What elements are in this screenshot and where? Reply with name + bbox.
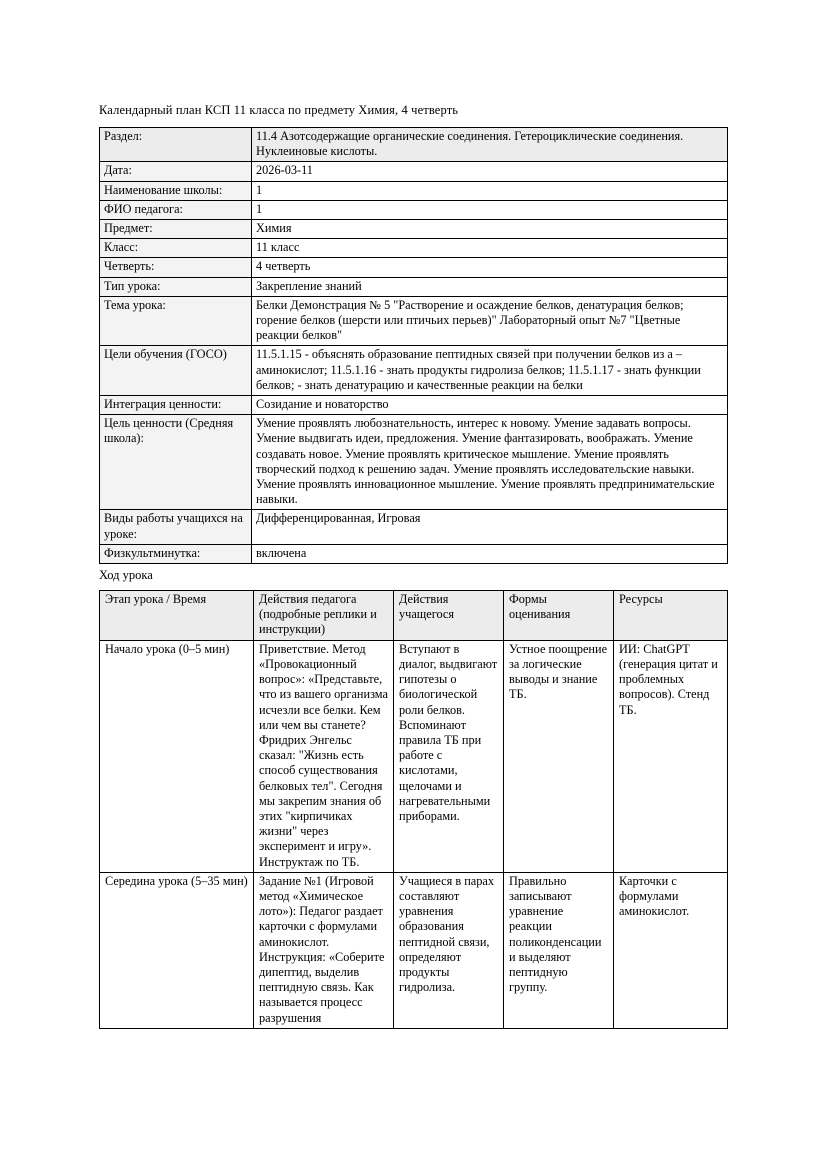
info-label-teacher: ФИО педагога:: [100, 200, 252, 219]
table-header-row: [100, 591, 728, 641]
flow-student-start: Вступают в диалог, выдвигают гипотезы о биологической роли белков. Вспоминают правила ТБ при работе с кислотами, щелочами и нагревательными приборами.: [394, 640, 504, 872]
info-value-grade: 11 класс: [252, 239, 728, 258]
info-value-lesson-type: Закрепление знаний: [252, 277, 728, 296]
info-value-teacher: 1: [252, 200, 728, 219]
table-row: [100, 128, 728, 162]
info-label-value-goal: Цель ценности (Средняя школа):: [100, 415, 252, 510]
flow-resources-start: ИИ: ChatGPT (генерация цитат и проблемных вопросов). Стенд ТБ.: [614, 640, 728, 872]
info-label-lesson-type: Тип урока:: [100, 277, 252, 296]
lesson-info-body: [100, 128, 728, 564]
table-row: [100, 162, 728, 181]
info-value-razdel: 11.4 Азотсодержащие органические соединения. Гетероциклические соединения. Нуклеиновые кислоты.: [252, 128, 728, 162]
table-row: [100, 510, 728, 544]
lesson-flow-table: [99, 590, 728, 1029]
info-label-subject: Предмет:: [100, 220, 252, 239]
info-value-data: 2026-03-11: [252, 162, 728, 181]
column-header-resources: Ресурсы: [614, 591, 728, 641]
table-row: [100, 544, 728, 563]
table-row: [100, 200, 728, 219]
info-value-work-types: Дифференцированная, Игровая: [252, 510, 728, 544]
flow-stage-start: Начало урока (0–5 мин): [100, 640, 254, 872]
table-row: [100, 640, 728, 872]
column-header-stage: Этап урока / Время: [100, 591, 254, 641]
info-value-quarter: 4 четверть: [252, 258, 728, 277]
info-label-work-types: Виды работы учащихся на уроке:: [100, 510, 252, 544]
info-label-school: Наименование школы:: [100, 181, 252, 200]
flow-student-middle: Учащиеся в парах составляют уравнения образования пептидной связи, определяют продукты гидролиза.: [394, 872, 504, 1028]
flow-teacher-start: Приветствие. Метод «Провокационный вопрос»: «Представьте, что из вашего организма исчезли все белки. Кем или чем вы станете? Фридрих Энгельс сказал: "Жизнь есть способ существования белковых тел". Сегодня мы закрепим знания об этих "кирпичиках жизни" через эксперимент и игру». Инструктаж по ТБ.: [254, 640, 394, 872]
info-value-school: 1: [252, 181, 728, 200]
info-label-lesson-topic: Тема урока:: [100, 296, 252, 346]
flow-resources-middle: Карточки с формулами аминокислот.: [614, 872, 728, 1028]
info-label-razdel: Раздел:: [100, 128, 252, 162]
info-value-lesson-topic: Белки Демонстрация № 5 "Растворение и осаждение белков, денатурация белков; горение белков (шерсти или птичьих перьев)" Лабораторный опыт №7 "Цветные реакции белков": [252, 296, 728, 346]
info-value-physical-minute: включена: [252, 544, 728, 563]
table-row: [100, 181, 728, 200]
table-row: [100, 220, 728, 239]
lesson-flow-body: [100, 640, 728, 1028]
info-value-value-goal: Умение проявлять любознательность, интерес к новому. Умение задавать вопросы. Умение выдвигать идеи, предложения. Умение фантазировать, воображать. Умение создавать новое. Умение проявлять критическое мышление. Умение проявлять творческий подход к решению задач. Умение проявлять исследовательские навыки. Умение проявлять инновационное мышление. Умение проявлять предпринимательские навыки.: [252, 415, 728, 510]
table-row: [100, 296, 728, 346]
flow-assessment-middle: Правильно записывают уравнение реакции поликонденсации и выделяют пептидную группу.: [504, 872, 614, 1028]
info-value-subject: Химия: [252, 220, 728, 239]
table-row: [100, 872, 728, 1028]
flow-teacher-middle: Задание №1 (Игровой метод «Химическое лото»): Педагог раздает карточки с формулами аминокислот. Инструкция: «Соберите дипептид, выделив пептидную связь. Как называется процесс разрушения: [254, 872, 394, 1028]
info-label-physical-minute: Физкультминутка:: [100, 544, 252, 563]
lesson-flow-header: [100, 591, 728, 641]
table-row: [100, 415, 728, 510]
table-row: [100, 239, 728, 258]
info-label-objectives: Цели обучения (ГОСО): [100, 346, 252, 396]
lesson-info-table: [99, 127, 728, 564]
info-value-value-integration: Созидание и новаторство: [252, 396, 728, 415]
page-title: Календарный план КСП 11 класса по предмету Химия, 4 четверть: [99, 103, 459, 117]
table-row: [100, 346, 728, 396]
table-row: [100, 396, 728, 415]
info-label-quarter: Четверть:: [100, 258, 252, 277]
column-header-teacher-actions: Действия педагога (подробные реплики и инструкции): [254, 591, 394, 641]
column-header-assessment: Формы оценивания: [504, 591, 614, 641]
info-label-value-integration: Интеграция ценности:: [100, 396, 252, 415]
table-row: [100, 277, 728, 296]
info-label-data: Дата:: [100, 162, 252, 181]
flow-assessment-start: Устное поощрение за логические выводы и знание ТБ.: [504, 640, 614, 872]
flow-stage-middle: Середина урока (5–35 мин): [100, 872, 254, 1028]
column-header-student-actions: Действия учащегося: [394, 591, 504, 641]
table-row: [100, 258, 728, 277]
info-value-objectives: 11.5.1.15 - объяснять образование пептидных связей при получении белков из а – аминокислот; 11.5.1.16 - знать продукты гидролиза белков; 11.5.1.17 - знать функции белков; - знать денатурацию и качественные реакции на белки: [252, 346, 728, 396]
section-caption-lesson-flow: Ход урока: [99, 568, 153, 583]
info-label-grade: Класс:: [100, 239, 252, 258]
